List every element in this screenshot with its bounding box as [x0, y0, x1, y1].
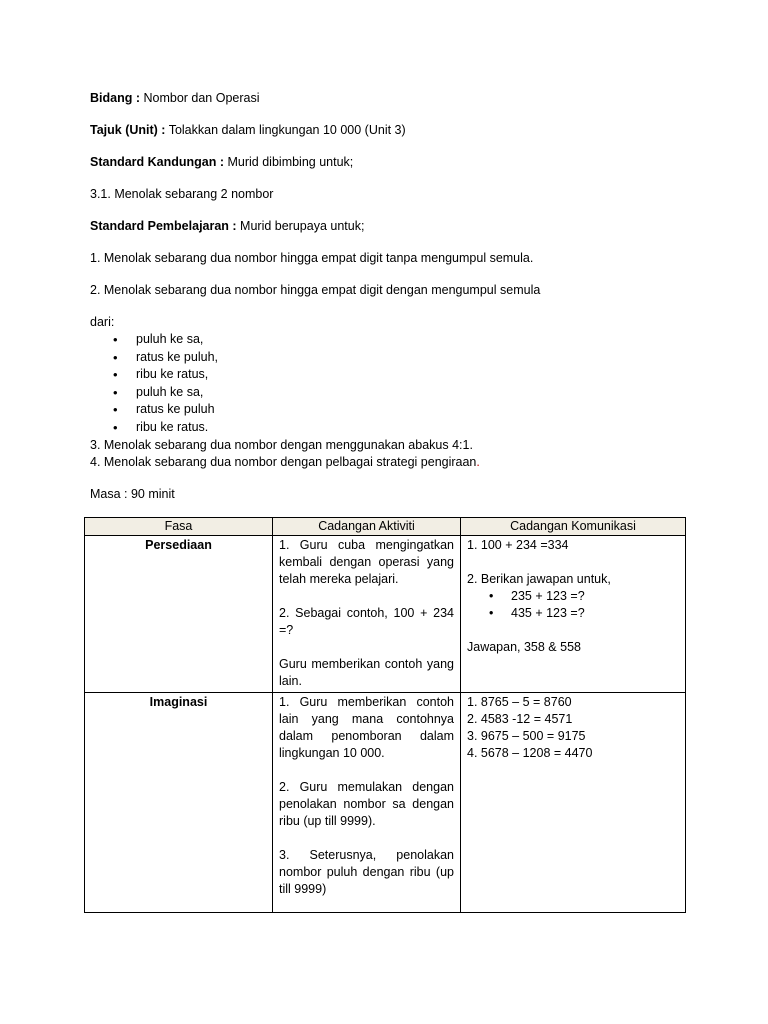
objective-1: 1. Menolak sebarang dua nombor hingga empat digit tanpa mengumpul semula. — [90, 251, 534, 265]
table-row — [85, 693, 686, 913]
table-header-row — [85, 518, 686, 536]
list-item: • ribu ke ratus. — [90, 419, 690, 437]
objective-4-text: 4. Menolak sebarang dua nombor dengan pelbagai strategi pengiraan — [90, 454, 477, 469]
header-komunikasi: Cadangan Komunikasi — [461, 518, 686, 536]
document-body — [90, 90, 690, 503]
komunikasi-line: 1. 8765 – 5 = 8760 — [467, 695, 572, 709]
bidang-label: Bidang : — [90, 91, 140, 105]
lesson-plan-table — [84, 517, 686, 913]
komunikasi-line: 3. 9675 – 500 = 9175 — [467, 729, 586, 743]
komunikasi-line: 2. 4583 -12 = 4571 — [467, 712, 573, 726]
list-item: • ribu ke ratus, — [90, 366, 690, 384]
list-item: • 435 + 123 =? — [467, 605, 679, 622]
aktiviti-paragraph: 3. Seterusnya, penolakan nombor puluh dengan ribu (up till 9999) — [279, 848, 454, 896]
masa-line: Masa : 90 minit — [90, 486, 175, 501]
aktiviti-paragraph: Guru memberikan contoh yang lain. — [279, 657, 454, 688]
objective-3: 3. Menolak sebarang dua nombor dengan menggunakan abakus 4:1. — [90, 437, 473, 452]
objective-2: 2. Menolak sebarang dua nombor hingga empat digit dengan mengumpul semula — [90, 283, 541, 297]
list-item: • puluh ke sa, — [90, 384, 690, 402]
list-item: • ratus ke puluh, — [90, 349, 690, 367]
aktiviti-paragraph: 1. Guru memberikan contoh lain yang mana contohnya dalam penomboran dalam lingkungan 10 000. — [279, 695, 454, 760]
aktiviti-paragraph: 1. Guru cuba mengingatkan kembali dengan operasi yang telah mereka pelajari. — [279, 538, 454, 586]
komunikasi-list — [467, 588, 679, 622]
table-row — [85, 536, 686, 693]
list-item: • puluh ke sa, — [90, 331, 690, 349]
komunikasi-cell — [461, 536, 686, 693]
tajuk-label: Tajuk (Unit) : — [90, 123, 166, 137]
komunikasi-line: 4. 5678 – 1208 = 4470 — [467, 746, 593, 760]
dari-label: dari: — [90, 315, 115, 329]
tajuk-line — [90, 122, 690, 139]
bidang-line — [90, 90, 690, 107]
tajuk-value: Tolakkan dalam lingkungan 10 000 (Unit 3) — [165, 123, 406, 137]
sp-value: Murid berupaya untuk; — [236, 219, 365, 233]
komunikasi-answer: Jawapan, 358 & 558 — [467, 640, 581, 654]
list-item: • ratus ke puluh — [90, 401, 690, 419]
aktiviti-paragraph: 2. Sebagai contoh, 100 + 234 =? — [279, 606, 454, 637]
header-aktiviti: Cadangan Aktiviti — [273, 518, 461, 536]
komunikasi-cell — [461, 693, 686, 913]
standard-kandungan-line — [90, 154, 690, 171]
aktiviti-cell — [273, 536, 461, 693]
sk-value: Murid dibimbing untuk; — [224, 155, 354, 169]
list-item: • 235 + 123 =? — [467, 588, 679, 605]
sp-label: Standard Pembelajaran : — [90, 219, 237, 233]
komunikasi-line: 1. 100 + 234 =334 — [467, 538, 569, 552]
regroup-list — [90, 331, 690, 437]
sk-item: 3.1. Menolak sebarang 2 nombor — [90, 187, 274, 201]
sk-label: Standard Kandungan : — [90, 155, 225, 169]
fasa-cell: Imaginasi — [85, 693, 273, 913]
fasa-cell: Persediaan — [85, 536, 273, 693]
standard-pembelajaran-line — [90, 218, 690, 235]
komunikasi-line: 2. Berikan jawapan untuk, — [467, 572, 611, 586]
objective-4-end: . — [476, 454, 480, 469]
aktiviti-paragraph: 2. Guru memulakan dengan penolakan nombor sa dengan ribu (up till 9999). — [279, 780, 454, 828]
aktiviti-cell — [273, 693, 461, 913]
header-fasa: Fasa — [85, 518, 273, 536]
objective-4 — [90, 454, 690, 471]
bidang-value: Nombor dan Operasi — [140, 91, 260, 105]
